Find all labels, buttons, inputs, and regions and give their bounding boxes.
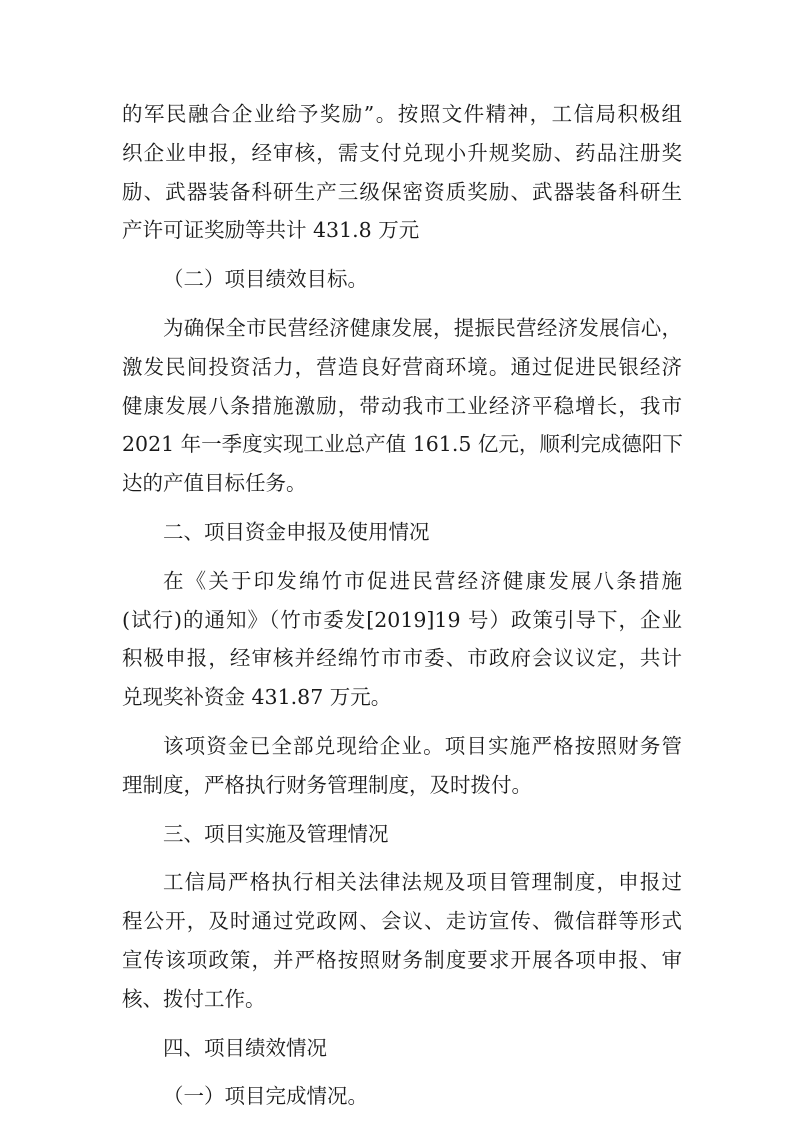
text-line: (试行)的通知》（竹市委发[2019]19 号）政策引导下，企业 xyxy=(122,607,682,632)
text-line: 理制度，严格执行财务管理制度，及时拨付。 xyxy=(122,772,532,797)
text-line: 宣传该项政策，并严格按照财务制度要求开展各项申报、审 xyxy=(122,947,682,972)
section-heading xyxy=(122,1029,682,1068)
section-heading xyxy=(122,815,682,854)
section-heading xyxy=(122,1077,682,1116)
text-line: 工信局严格执行相关法律法规及项目管理制度，申报过 xyxy=(163,870,682,895)
paragraph xyxy=(122,95,682,250)
heading-text: （二）项目绩效目标。 xyxy=(163,267,368,292)
heading-text: 二、项目资金申报及使用情况 xyxy=(163,519,430,544)
heading-text: 三、项目实施及管理情况 xyxy=(163,821,389,846)
section-heading xyxy=(122,260,682,299)
text-line: 达的产值目标任务。 xyxy=(122,471,307,496)
text-line: 程公开，及时通过党政网、会议、走访宣传、微信群等形式 xyxy=(122,909,682,934)
document-body xyxy=(122,95,682,1116)
text-line: 产许可证奖励等共计 431.8 万元 xyxy=(122,218,420,243)
paragraph xyxy=(122,863,682,1018)
text-line: 织企业申报，经审核，需支付兑现小升规奖励、药品注册奖 xyxy=(122,140,682,165)
section-heading xyxy=(122,513,682,552)
text-line: 在《关于印发绵竹市促进民营经济健康发展八条措施 xyxy=(163,568,682,593)
heading-text: （一）项目完成情况。 xyxy=(163,1084,368,1109)
text-line: 积极申报，经审核并经绵竹市市委、市政府会议议定，共计 xyxy=(122,646,682,671)
text-line: 核、拨付工作。 xyxy=(122,986,266,1011)
text-line: 2021 年一季度实现工业总产值 161.5 亿元，顺利完成德阳下 xyxy=(122,432,683,457)
text-line: 为确保全市民营经济健康发展，提振民营经济发展信心， xyxy=(163,315,682,340)
paragraph xyxy=(122,727,682,805)
text-line: 的军民融合企业给予奖励”。按照文件精神，工信局积极组 xyxy=(122,102,682,126)
text-line: 健康发展八条措施激励，带动我市工业经济平稳增长，我市 xyxy=(122,393,682,418)
text-line: 该项资金已全部兑现给企业。项目实施严格按照财务管 xyxy=(163,733,682,758)
text-line: 激发民间投资活力，营造良好营商环境。通过促进民银经济 xyxy=(122,354,682,379)
paragraph xyxy=(122,562,682,717)
text-line: 励、武器装备科研生产三级保密资质奖励、武器装备科研生 xyxy=(122,179,682,204)
heading-text: 四、项目绩效情况 xyxy=(163,1035,327,1060)
text-line: 兑现奖补资金 431.87 万元。 xyxy=(122,685,392,710)
paragraph xyxy=(122,309,682,503)
